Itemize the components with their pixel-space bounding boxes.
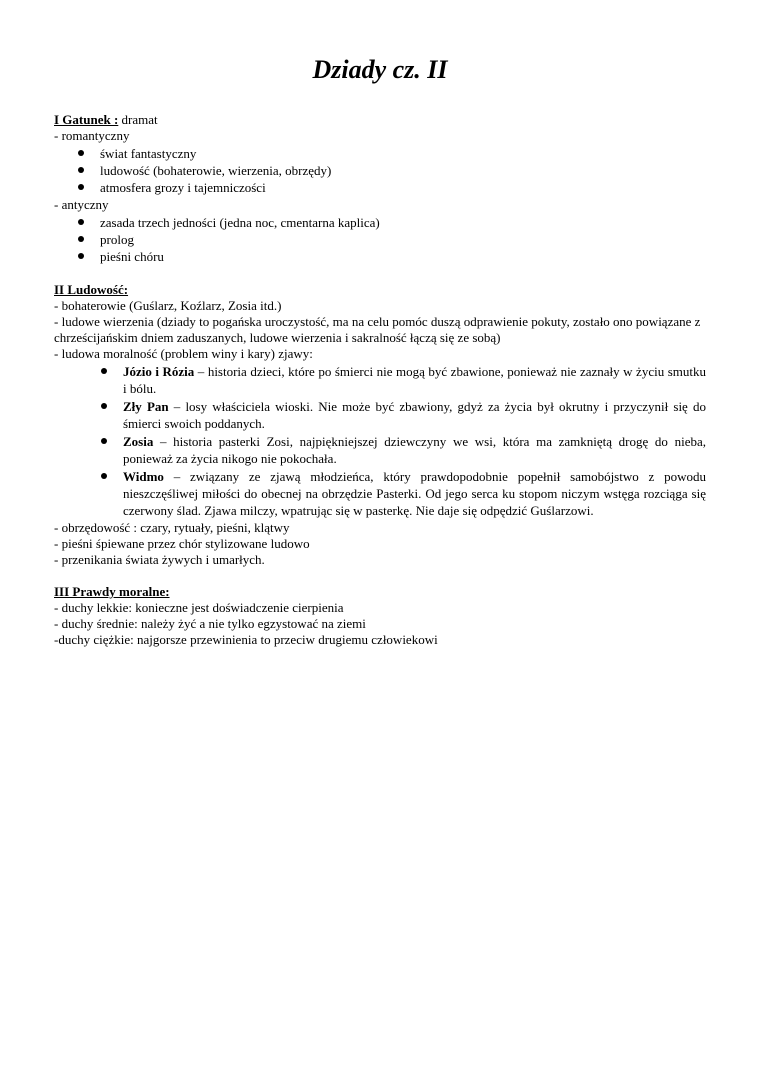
bullet-icon — [101, 438, 107, 444]
list-item — [54, 468, 706, 519]
bullet-icon — [78, 219, 84, 225]
bullet-icon — [78, 167, 84, 173]
list-item-text: zasada trzech jedności (jedna noc, cmentarna kaplica) — [100, 215, 380, 230]
ghost-description: – losy właściciela wioski. Nie może być zbawiony, gdyż za życia był okrutny i przyczynił się do śmierci swoich poddanych. — [123, 399, 706, 431]
ghost-description: – historia dzieci, które po śmierci nie mogą być zbawione, ponieważ nie zaznały w życiu smutku i bólu. — [123, 364, 707, 396]
text-line: -duchy ciężkie: najgorsze przewinienia to przeciw drugiemu człowiekowi — [54, 632, 438, 647]
text-line: - pieśni śpiewane przez chór stylizowane ludowo — [54, 536, 310, 551]
section-moral-heading: III Prawdy moralne: — [54, 584, 170, 599]
list-item — [54, 363, 706, 397]
text-line: - ludowe wierzenia (dziady to pogańska uroczystość, ma na celu pomóc duszą odprawienie pokuty, zostało ono powiązane z — [54, 314, 701, 329]
list-item — [54, 398, 706, 432]
text-line: - duchy średnie: należy żyć a nie tylko egzystować na ziemi — [54, 616, 366, 631]
list-item-text: atmosfera grozy i tajemniczości — [100, 180, 266, 195]
list-item-text: świat fantastyczny — [100, 146, 197, 161]
text-line: - obrzędowość : czary, rytuały, pieśni, klątwy — [54, 520, 290, 535]
text-line: - ludowa moralność (problem winy i kary) zjawy: — [54, 346, 313, 361]
list-item — [54, 214, 706, 231]
bullet-icon — [101, 473, 107, 479]
bullet-icon — [78, 184, 84, 190]
antique-label: - antyczny — [54, 197, 109, 212]
list-item — [54, 231, 706, 248]
romantic-list — [54, 145, 706, 196]
section-folk-heading: II Ludowość: — [54, 282, 129, 297]
list-item-text: pieśni chóru — [100, 249, 164, 264]
bullet-icon — [101, 403, 107, 409]
ghost-description: – związany ze zjawą młodzieńca, który prawdopodobnie popełnił samobójstwo z powodu nieszczęśliwej miłości do obecnej na obrzędzie Pasterki. Od jego serca ku stopom niczym wstęga rozciąga się czerwony ślad. Zjawa milczy, wpatrując się w pasterkę. Nie daje się odpędzić Guślarzowi. — [123, 469, 706, 518]
list-item-text: prolog — [100, 232, 134, 247]
list-item — [54, 248, 706, 265]
ghost-name: Zosia — [123, 434, 154, 449]
text-line: - przenikania świata żywych i umarłych. — [54, 552, 265, 567]
section-genre-value: dramat — [118, 112, 158, 127]
list-item — [54, 433, 706, 467]
bullet-icon — [78, 236, 84, 242]
text-line: - bohaterowie (Guślarz, Koźlarz, Zosia itd.) — [54, 298, 282, 313]
spacer — [54, 568, 706, 584]
romantic-label: - romantyczny — [54, 128, 130, 143]
page-title: Dziady cz. II — [312, 55, 448, 84]
antique-list — [54, 214, 706, 265]
list-item — [54, 162, 706, 179]
ghost-name: Józio i Rózia — [123, 364, 195, 379]
bullet-icon — [78, 253, 84, 259]
ghosts-list — [54, 363, 706, 519]
ghost-name: Widmo — [123, 469, 164, 484]
spacer — [54, 266, 706, 282]
bullet-icon — [78, 150, 84, 156]
list-item — [54, 145, 706, 162]
section-genre-heading: I Gatunek : — [54, 112, 119, 127]
ghost-name: Zły Pan — [123, 399, 169, 414]
text-line: chrześcijańskim dniem zaduszanych, ludowe wierzenia i sakralność łączą się ze sobą) — [54, 330, 501, 345]
ghost-description: – historia pasterki Zosi, najpiękniejszej dziewczyny we wsi, która ma zamkniętą drogę do nieba, ponieważ za życia nikogo nie pokochała. — [123, 434, 706, 466]
list-item — [54, 179, 706, 196]
text-line: - duchy lekkie: konieczne jest doświadczenie cierpienia — [54, 600, 344, 615]
section-genre-heading-line — [54, 112, 706, 128]
document-content — [54, 112, 706, 648]
bullet-icon — [101, 368, 107, 374]
list-item-text: ludowość (bohaterowie, wierzenia, obrzędy) — [100, 163, 332, 178]
